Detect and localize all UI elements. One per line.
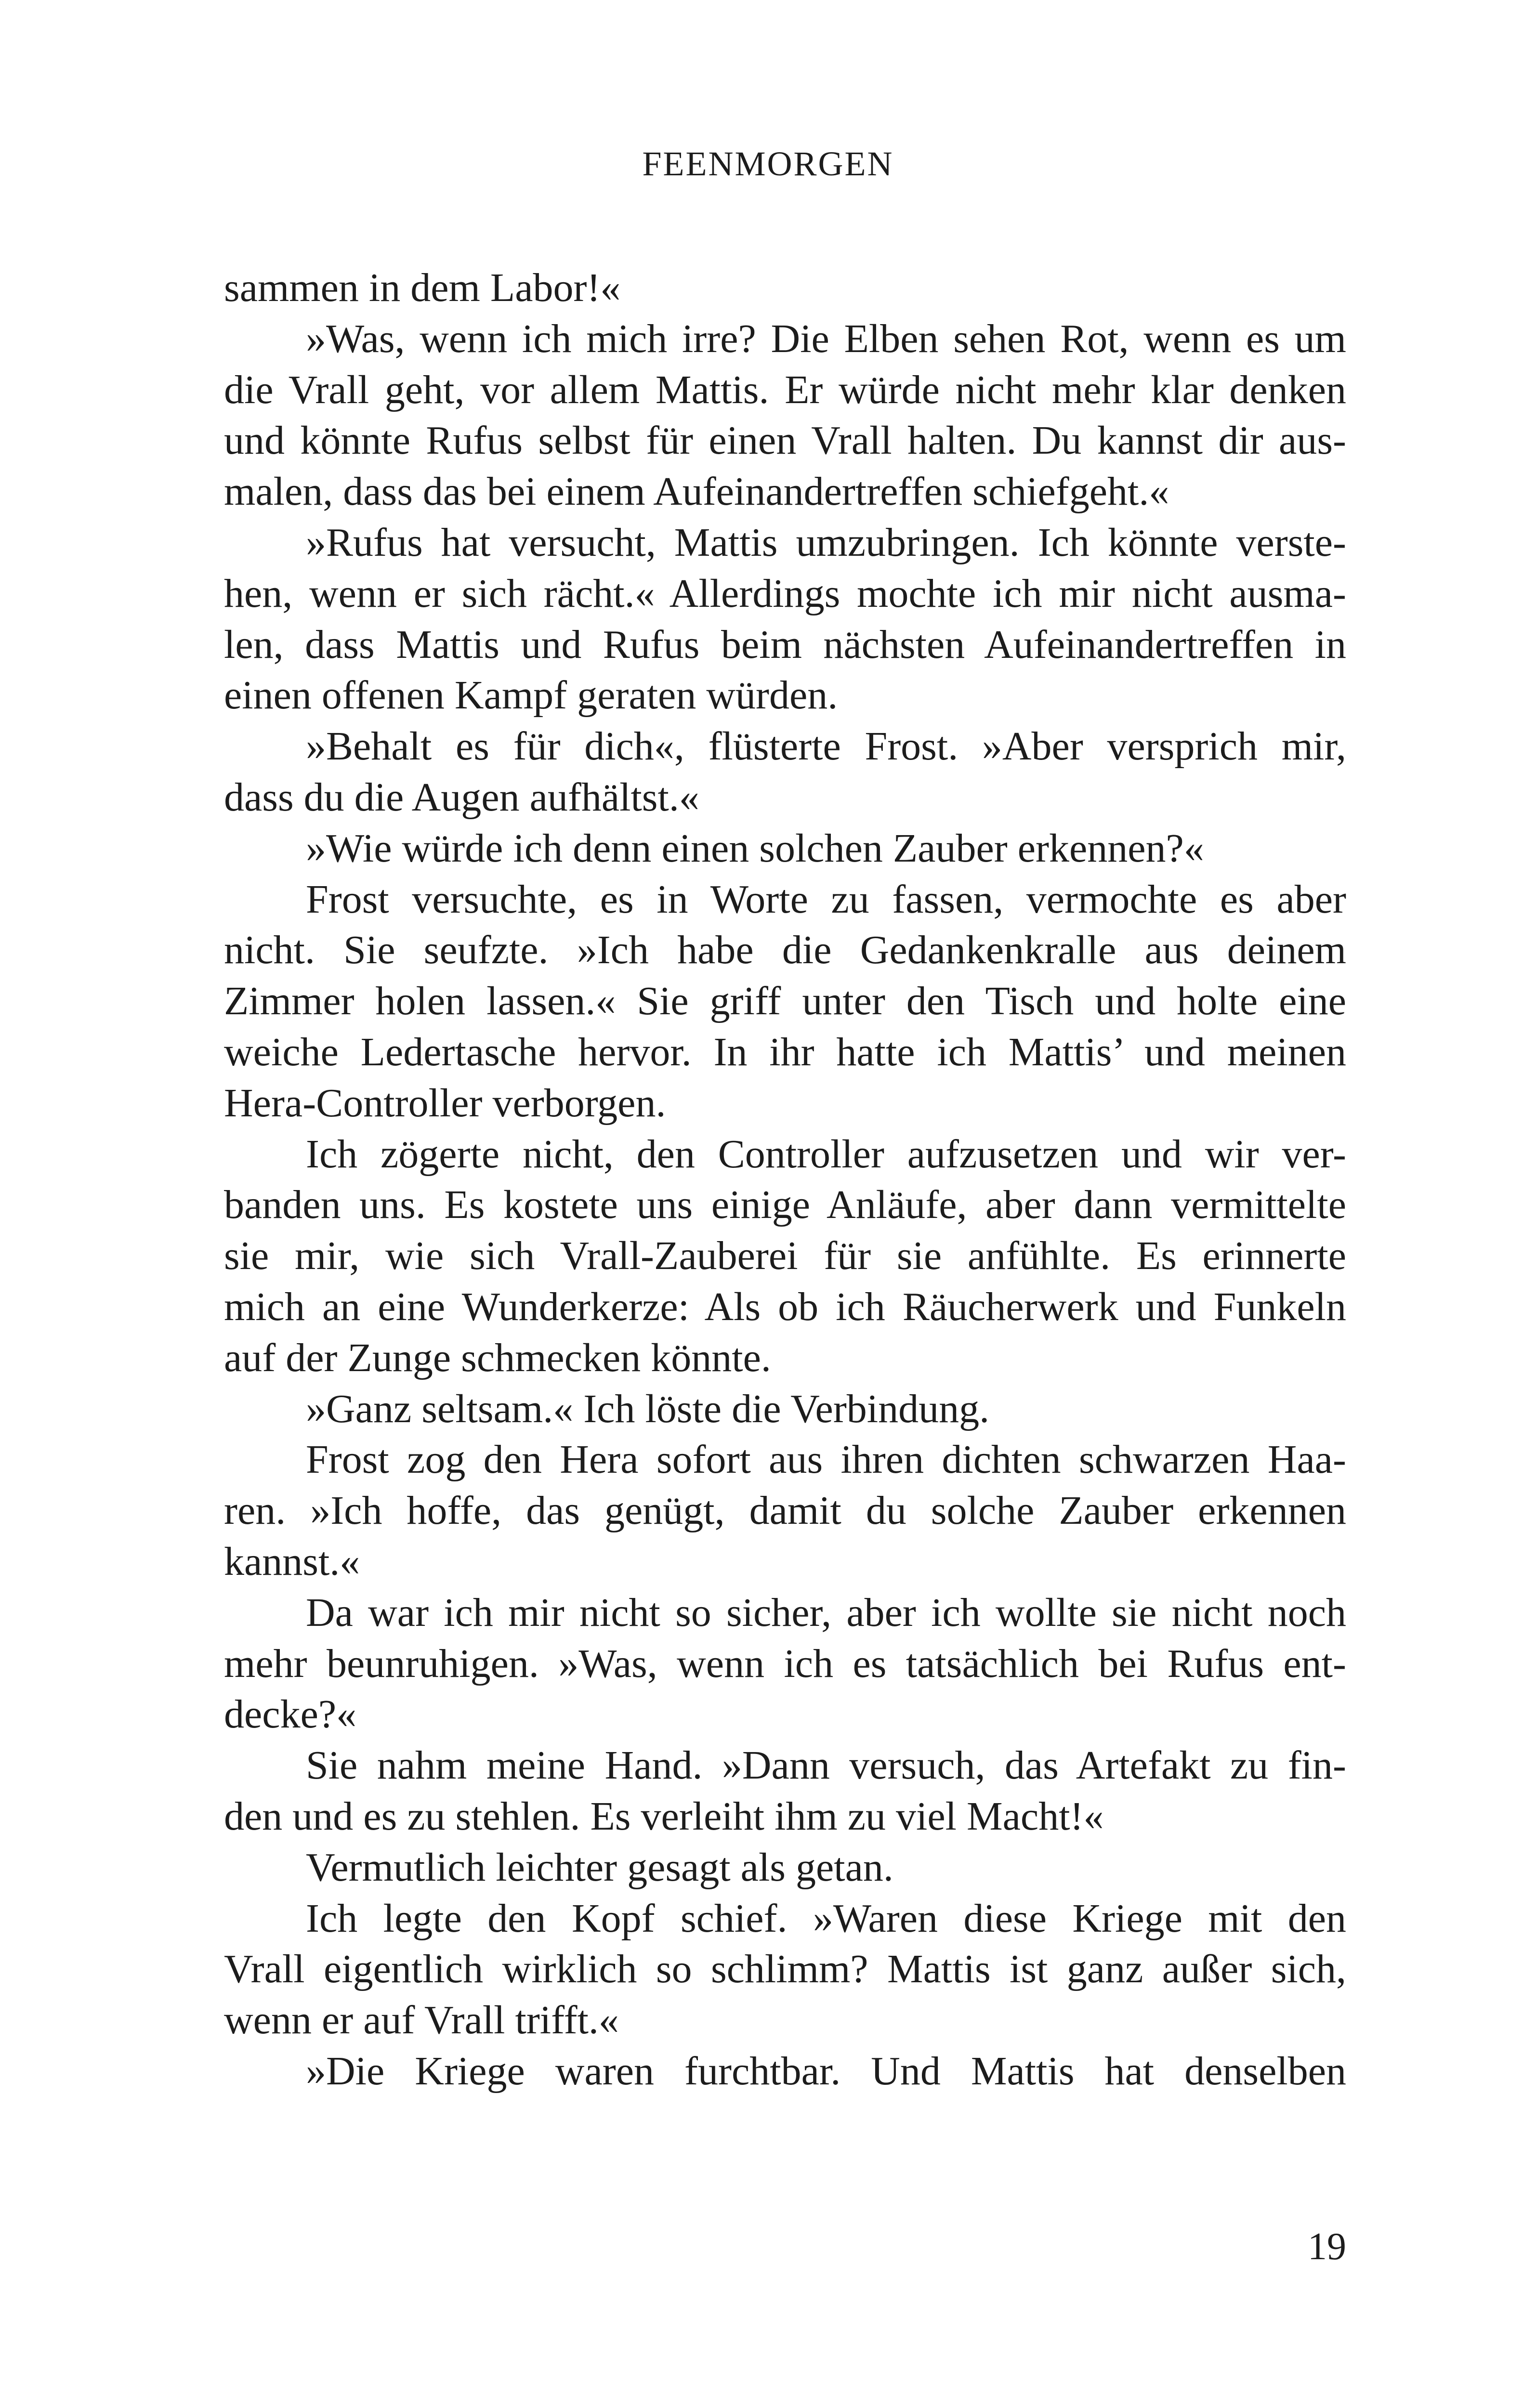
text-line: ren. »Ich hoffe, das genügt, damit du solche Zauber erkennen [224, 1488, 1346, 1533]
text-line: mehr beunruhigen. »Was, wenn ich es tatsächlich bei Rufus ent- [224, 1641, 1346, 1686]
text-line: Frost versuchte, es in Worte zu fassen, vermochte es aber [306, 877, 1346, 922]
text-line: Ich zögerte nicht, den Controller aufzusetzen und wir ver- [306, 1131, 1346, 1177]
text-line: Vermutlich leichter gesagt als getan. [306, 1845, 893, 1890]
text-line: Zimmer holen lassen.« Sie griff unter den Tisch und holte eine [224, 979, 1346, 1024]
text-line: den und es zu stehlen. Es verleiht ihm zu viel Macht!« [224, 1793, 1104, 1839]
text-line: weiche Ledertasche hervor. In ihr hatte ich Mattis’ und meinen [224, 1029, 1346, 1074]
text-line: die Vrall geht, vor allem Mattis. Er würde nicht mehr klar denken [224, 367, 1346, 412]
text-line: Hera-Controller verborgen. [224, 1080, 666, 1125]
text-line: sammen in dem Labor!« [224, 265, 621, 310]
text-line: Vrall eigentlich wirklich so schlimm? Mattis ist ganz außer sich, [224, 1947, 1346, 1992]
text-line: decke?« [224, 1692, 357, 1737]
text-line: »Ganz seltsam.« Ich löste die Verbindung. [306, 1386, 990, 1431]
text-line: Frost zog den Hera sofort aus ihren dichten schwarzen Haa- [306, 1437, 1346, 1482]
text-line: »Die Kriege waren furchtbar. Und Mattis hat denselben [306, 2048, 1346, 2094]
text-line: mich an eine Wunderkerze: Als ob ich Räucherwerk und Funkeln [224, 1284, 1346, 1329]
text-line: wenn er auf Vrall trifft.« [224, 1998, 619, 2043]
text-line: auf der Zunge schmecken könnte. [224, 1335, 771, 1380]
body-text [224, 262, 1346, 2097]
text-line: Da war ich mir nicht so sicher, aber ich wollte sie nicht noch [306, 1590, 1346, 1635]
text-line: hen, wenn er sich rächt.« Allerdings mochte ich mir nicht ausma- [224, 571, 1346, 616]
text-line: Ich legte den Kopf schief. »Waren diese Kriege mit den [306, 1896, 1346, 1941]
text-line: sie mir, wie sich Vrall-Zauberei für sie anfühlte. Es erinnerte [224, 1233, 1346, 1279]
page-number: 19 [1308, 2225, 1346, 2268]
text-line: und könnte Rufus selbst für einen Vrall halten. Du kannst dir aus- [224, 418, 1346, 463]
text-line: »Wie würde ich denn einen solchen Zauber erkennen?« [306, 825, 1204, 871]
text-line: »Was, wenn ich mich irre? Die Elben sehen Rot, wenn es um [306, 316, 1346, 361]
text-line: kannst.« [224, 1539, 360, 1584]
text-line: len, dass Mattis und Rufus beim nächsten Aufeinandertreffen in [224, 622, 1346, 667]
text-line: malen, dass das bei einem Aufeinandertreffen schiefgeht.« [224, 469, 1169, 514]
text-line: »Behalt es für dich«, flüsterte Frost. »Aber versprich mir, [306, 724, 1346, 769]
text-line: dass du die Augen aufhältst.« [224, 774, 699, 820]
text-line: einen offenen Kampf geraten würden. [224, 673, 838, 718]
text-line: Sie nahm meine Hand. »Dann versuch, das Artefakt zu fin- [306, 1743, 1346, 1788]
running-head: FEENMORGEN [642, 144, 894, 183]
text-line: nicht. Sie seufzte. »Ich habe die Gedankenkralle aus deinem [224, 928, 1346, 973]
text-line: »Rufus hat versucht, Mattis umzubringen. Ich könnte verste- [306, 520, 1346, 565]
text-line: banden uns. Es kostete uns einige Anläufe, aber dann vermittelte [224, 1182, 1346, 1228]
